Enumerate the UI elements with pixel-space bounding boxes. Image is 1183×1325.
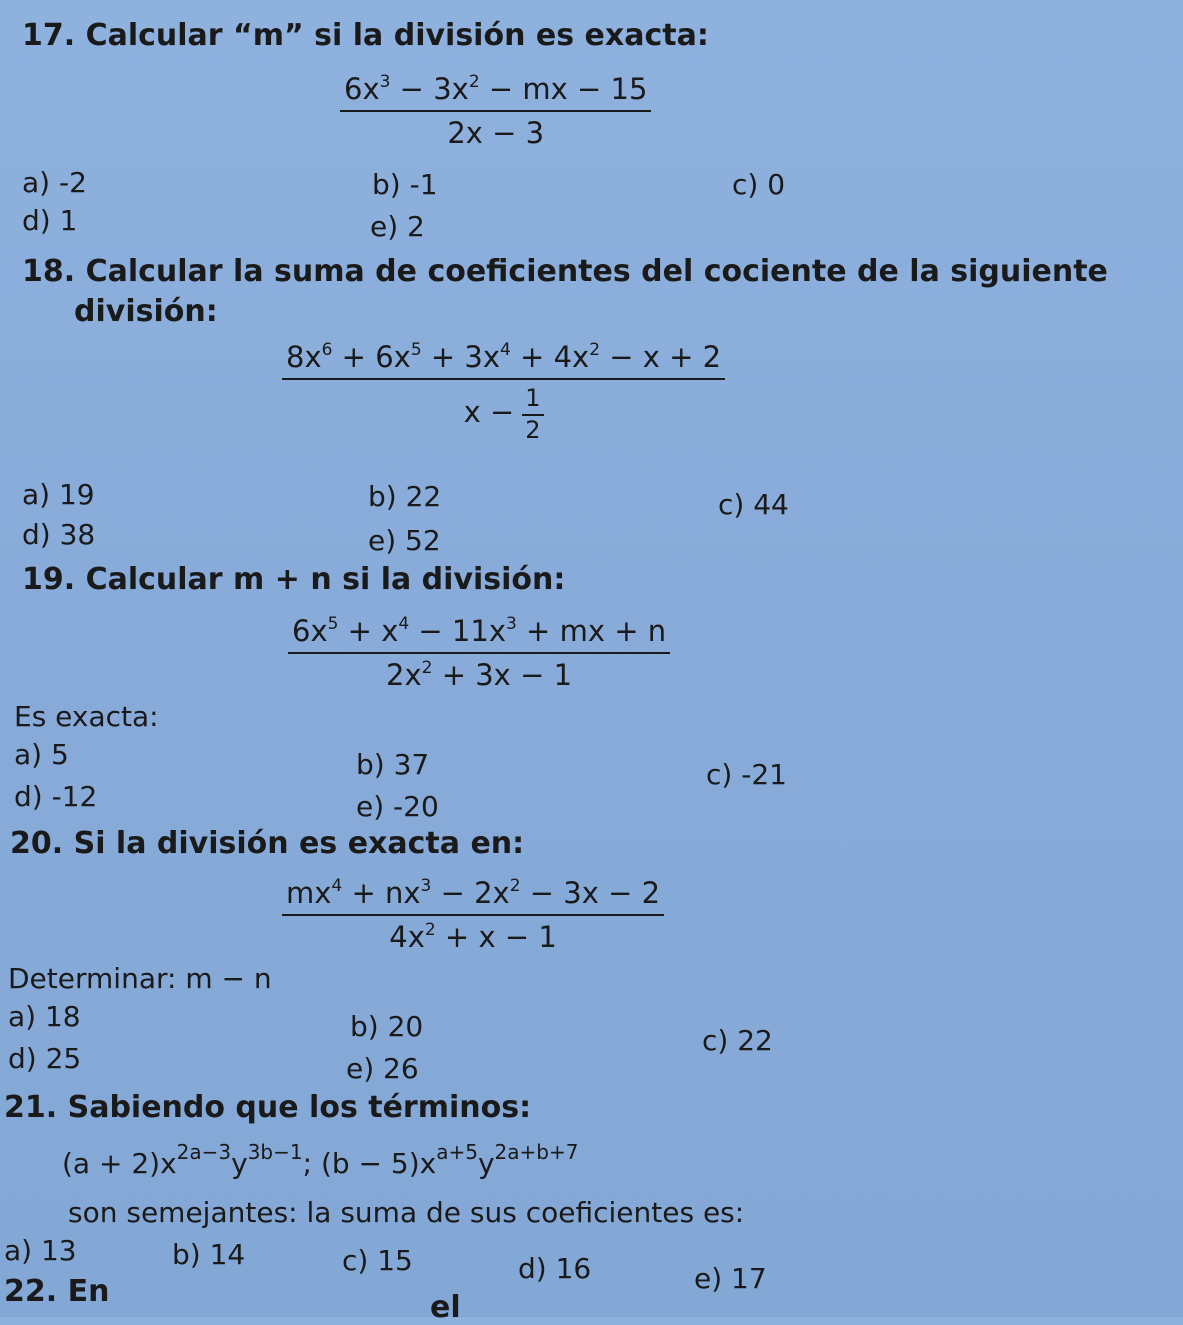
question-18-title: 18. Calcular la suma de coeficientes del cociente de la siguiente	[22, 254, 1108, 289]
q17-option-d: d) 1	[22, 204, 78, 237]
q19-numerator: $6x^5 + x^4 - 11x^3$ + mx + n	[288, 614, 670, 654]
q21-option-c: c) 15	[342, 1244, 413, 1277]
question-20-title: 20. Si la división es exacta en:	[10, 826, 525, 861]
question-19-title: 19. Calcular m + n si la división:	[22, 562, 566, 597]
q20-option-e: e) 26	[346, 1052, 419, 1085]
q20-fraction	[282, 876, 664, 954]
q18-denominator: x − $\frac{1}{2}$	[282, 380, 725, 444]
q17-option-e: e) 2	[370, 210, 425, 243]
q20-condition: Determinar: m − n	[8, 962, 272, 995]
question-22-title: 22. En	[4, 1274, 110, 1309]
q17-numerator: $6x^3 - 3x^2$ − mx − 15	[340, 72, 651, 112]
q18-option-e: e) 52	[368, 524, 441, 557]
q19-option-a: a) 5	[14, 738, 69, 771]
q21-statement: son semejantes: la suma de sus coeficientes es:	[68, 1196, 745, 1229]
q19-option-c: c) -21	[706, 758, 787, 791]
q18-numerator: $8x^6 + 6x^5 + 3x^4 + 4x^2 - x + 2$	[282, 340, 725, 380]
q17-denominator: 2x − 3	[447, 116, 545, 150]
q18-fraction	[282, 340, 725, 444]
q20-denominator: $4x^2 + x - 1$	[389, 920, 557, 954]
q17-fraction	[340, 72, 651, 150]
q21-option-d: d) 16	[518, 1252, 592, 1285]
q21-option-e: e) 17	[694, 1262, 767, 1295]
question-18-title-cont: división:	[74, 294, 218, 329]
q20-option-d: d) 25	[8, 1042, 82, 1075]
q18-option-d: d) 38	[22, 518, 96, 551]
question-21-title: 21. Sabiendo que los términos:	[4, 1090, 532, 1125]
q20-option-c: c) 22	[702, 1024, 773, 1057]
q19-option-e: e) -20	[356, 790, 439, 823]
q18-inner-fraction: $\frac{1}{2}$	[522, 384, 543, 444]
q19-denominator: $2x^2 + 3x - 1$	[386, 658, 573, 692]
q21-option-b: b) 14	[172, 1238, 246, 1271]
q17-option-b: b) -1	[372, 168, 438, 201]
q17-option-a: a) -2	[22, 166, 87, 199]
q21-option-a: a) 13	[4, 1234, 77, 1267]
q18-option-c: c) 44	[718, 488, 789, 521]
q19-fraction	[288, 614, 670, 692]
q18-option-a: a) 19	[22, 478, 95, 511]
q19-condition: Es exacta:	[14, 700, 159, 733]
q18-option-b: b) 22	[368, 480, 442, 513]
question-17-title: 17. Calcular “m” si la división es exacta:	[22, 18, 709, 53]
q21-terms-expression: $(a + 2)x^{2a-3}y^{3b-1}$; $(b - 5)x^{a+5}y^{2a+b+7}$	[62, 1140, 579, 1180]
q19-option-d: d) -12	[14, 780, 98, 813]
q20-numerator: $mx^4 + nx^3 - 2x^2 - 3x - 2$	[282, 876, 664, 916]
q17-option-c: c) 0	[732, 168, 786, 201]
q19-option-b: b) 37	[356, 748, 430, 781]
q20-option-b: b) 20	[350, 1010, 424, 1043]
q22-fragment: el	[430, 1290, 461, 1325]
q20-option-a: a) 18	[8, 1000, 81, 1033]
